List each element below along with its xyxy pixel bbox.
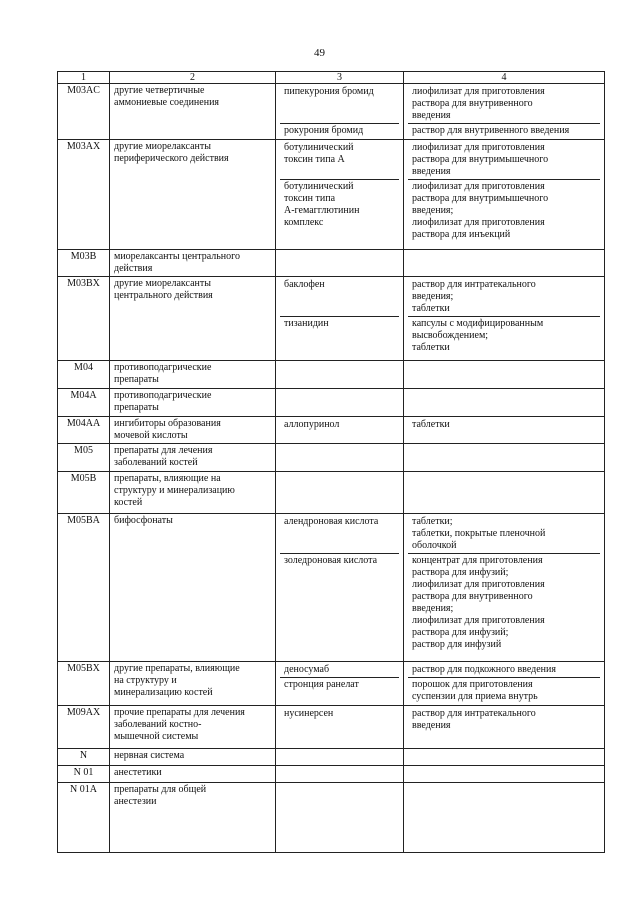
drug-name <box>280 179 399 242</box>
drug-name-line: комплекс <box>284 217 324 228</box>
dosage-form <box>408 473 600 487</box>
group-name-line: другие миорелаксанты <box>114 278 211 289</box>
group-name-cell <box>110 444 276 472</box>
group-name-line: другие четвертичные <box>114 85 205 96</box>
dosage-form <box>408 179 600 242</box>
drug-name <box>280 316 399 355</box>
dosage-form-line: введения; <box>412 205 454 216</box>
dosage-form-cell <box>404 417 605 444</box>
dosage-form <box>408 707 600 733</box>
dosage-form-line: раствора для инфузий; <box>412 567 509 578</box>
group-name-line: заболеваний костей <box>114 457 198 468</box>
dosage-form <box>408 390 600 404</box>
header-row <box>58 72 605 84</box>
group-name-line: анестетики <box>114 767 162 778</box>
drug-name-line: пипекурония бромид <box>284 86 374 97</box>
dosage-form-line: раствор для инфузий <box>412 639 502 650</box>
dosage-form <box>408 750 600 764</box>
atc-code-cell: M03AX <box>58 140 110 250</box>
drug-name-cell <box>276 84 404 140</box>
drug-name-line: стронция ранелат <box>284 679 359 690</box>
drug-name-cell <box>276 277 404 361</box>
header-cell: 4 <box>404 72 605 84</box>
drug-name-cell <box>276 417 404 444</box>
group-name-line: миорелаксанты центрального <box>114 251 241 262</box>
drug-table <box>57 71 605 853</box>
dosage-form-line: раствора для инъекций <box>412 229 511 240</box>
drug-name <box>280 85 399 123</box>
dosage-form-cell <box>404 514 605 662</box>
drug-name-line: деносумаб <box>284 664 330 675</box>
drug-name-line: нусинерсен <box>284 708 334 719</box>
dosage-form-line: лиофилизат для приготовления <box>412 181 545 192</box>
table-row <box>58 417 605 444</box>
dosage-form-cell <box>404 472 605 514</box>
dosage-form-line: высвобождением; <box>412 330 489 341</box>
header-cell: 2 <box>110 72 276 84</box>
drug-name-line: рокурония бромид <box>284 125 364 136</box>
dosage-form-cell <box>404 662 605 706</box>
atc-code-cell: M05BX <box>58 662 110 706</box>
drug-name-cell <box>276 361 404 389</box>
dosage-form-line: введения <box>412 720 451 731</box>
drug-name-cell <box>276 706 404 749</box>
dosage-form <box>408 362 600 376</box>
group-name-line: на структуру и <box>114 675 177 686</box>
group-name-line: анестезии <box>114 796 157 807</box>
drug-name-line: токсин типа А <box>284 154 345 165</box>
group-name-line: другие препараты, влияющие <box>114 663 240 674</box>
drug-name <box>280 707 399 733</box>
group-name-line: препараты, влияющие на <box>114 473 221 484</box>
dosage-form-line: концентрат для приготовления <box>412 555 543 566</box>
group-name-cell <box>110 361 276 389</box>
drug-name-cell <box>276 472 404 514</box>
group-name-line: нервная система <box>114 750 185 761</box>
table-row <box>58 766 605 783</box>
table-row <box>58 361 605 389</box>
dosage-form-line: введения <box>412 166 451 177</box>
drug-name-line: баклофен <box>284 279 325 290</box>
dosage-form <box>408 784 600 798</box>
dosage-form <box>408 553 600 652</box>
atc-code-cell: N 01A <box>58 783 110 853</box>
group-name-line: противоподагрические <box>114 362 212 373</box>
dosage-form <box>408 141 600 179</box>
dosage-form-cell <box>404 766 605 783</box>
dosage-form <box>408 251 600 265</box>
atc-code-cell: M03AC <box>58 84 110 140</box>
dosage-form-line: раствор для внутривенного введения <box>412 125 570 136</box>
table-row <box>58 277 605 361</box>
dosage-form-line: раствор для интратекального <box>412 279 536 290</box>
table-row <box>58 140 605 250</box>
dosage-form-line: раствора для внутримышечного <box>412 154 549 165</box>
dosage-form-line: лиофилизат для приготовления <box>412 579 545 590</box>
drug-name <box>280 553 399 652</box>
group-name-line: препараты для лечения <box>114 445 213 456</box>
group-name-line: заболеваний костно- <box>114 719 202 730</box>
group-name-line: противоподагрические <box>114 390 212 401</box>
group-name-line: структуру и минерализацию <box>114 485 235 496</box>
table-row <box>58 706 605 749</box>
group-name-line: мышечной системы <box>114 731 199 742</box>
group-name-line: ингибиторы образования <box>114 418 221 429</box>
dosage-form <box>408 515 600 553</box>
drug-name <box>280 251 399 265</box>
dosage-form-line: раствора для инфузий; <box>412 627 509 638</box>
dosage-form-line: таблетки <box>412 342 450 353</box>
group-name-line: препараты <box>114 374 159 385</box>
header-cell: 1 <box>58 72 110 84</box>
group-name-line: мочевой кислоты <box>114 430 188 441</box>
drug-name-line: золедроновая кислота <box>284 555 378 566</box>
table-row <box>58 250 605 277</box>
header-cell: 3 <box>276 72 404 84</box>
group-name-cell <box>110 706 276 749</box>
drug-name-cell <box>276 766 404 783</box>
atc-code-cell: M05 <box>58 444 110 472</box>
dosage-form-cell <box>404 277 605 361</box>
dosage-form <box>408 418 600 432</box>
atc-code-cell: M04AA <box>58 417 110 444</box>
table-row <box>58 783 605 853</box>
table-body <box>58 84 605 853</box>
atc-code-cell: M03B <box>58 250 110 277</box>
group-name-cell <box>110 662 276 706</box>
group-name-line: препараты <box>114 402 159 413</box>
drug-name-cell <box>276 749 404 766</box>
dosage-form <box>408 445 600 459</box>
dosage-form-line: суспензии для приема внутрь <box>412 691 538 702</box>
drug-name <box>280 418 399 432</box>
atc-code-cell: M03BX <box>58 277 110 361</box>
group-name-cell <box>110 84 276 140</box>
dosage-form-line: раствора для внутримышечного <box>412 193 549 204</box>
group-name-cell <box>110 417 276 444</box>
dosage-form-cell <box>404 140 605 250</box>
group-name-cell <box>110 277 276 361</box>
table-row <box>58 749 605 766</box>
dosage-form-cell <box>404 84 605 140</box>
dosage-form <box>408 278 600 316</box>
atc-code-cell: M04 <box>58 361 110 389</box>
dosage-form-line: раствор для интратекального <box>412 708 536 719</box>
drug-name <box>280 677 399 704</box>
dosage-form <box>408 663 600 677</box>
drug-name <box>280 767 399 781</box>
drug-name <box>280 750 399 764</box>
drug-name-cell <box>276 444 404 472</box>
dosage-form <box>408 767 600 781</box>
dosage-form-cell <box>404 389 605 417</box>
dosage-form-line: таблетки <box>412 303 450 314</box>
group-name-cell <box>110 250 276 277</box>
table-row <box>58 444 605 472</box>
drug-name-line: аллопуринол <box>284 419 340 430</box>
group-name-cell <box>110 783 276 853</box>
atc-code-cell: N 01 <box>58 766 110 783</box>
dosage-form-line: лиофилизат для приготовления <box>412 86 545 97</box>
group-name-cell <box>110 140 276 250</box>
dosage-form-line: оболочкой <box>412 540 457 551</box>
drug-name-cell <box>276 662 404 706</box>
drug-name <box>280 473 399 487</box>
dosage-form-cell <box>404 444 605 472</box>
dosage-form-line: таблетки; <box>412 516 453 527</box>
group-name-cell <box>110 749 276 766</box>
group-name-line: прочие препараты для лечения <box>114 707 245 718</box>
drug-name <box>280 515 399 553</box>
group-name-line: другие миорелаксанты <box>114 141 211 152</box>
group-name-cell <box>110 389 276 417</box>
dosage-form-cell <box>404 250 605 277</box>
atc-code-cell: M05BA <box>58 514 110 662</box>
dosage-form-cell <box>404 783 605 853</box>
drug-name-line: тизанидин <box>284 318 329 329</box>
drug-name-line: ботулинический <box>284 181 354 192</box>
group-name-line: периферического действия <box>114 153 229 164</box>
drug-name <box>280 141 399 179</box>
group-name-line: бифосфонаты <box>114 515 173 526</box>
dosage-form-line: введения <box>412 110 451 121</box>
dosage-form-cell <box>404 361 605 389</box>
table-row <box>58 389 605 417</box>
drug-name <box>280 278 399 316</box>
drug-name-line: токсин типа <box>284 193 336 204</box>
table-row <box>58 514 605 662</box>
atc-code-cell: M09AX <box>58 706 110 749</box>
dosage-form-line: раствор для подкожного введения <box>412 664 556 675</box>
dosage-form-line: лиофилизат для приготовления <box>412 615 545 626</box>
group-name-line: препараты для общей <box>114 784 207 795</box>
dosage-form-line: раствора для внутривенного <box>412 98 533 109</box>
dosage-form-line: раствора для внутривенного <box>412 591 533 602</box>
group-name-cell <box>110 472 276 514</box>
group-name-line: действия <box>114 263 153 274</box>
dosage-form-line: лиофилизат для приготовления <box>412 217 545 228</box>
drug-name-cell <box>276 783 404 853</box>
drug-name <box>280 784 399 798</box>
dosage-form-line: введения; <box>412 603 454 614</box>
table-row <box>58 472 605 514</box>
drug-name <box>280 390 399 404</box>
dosage-form-line: таблетки, покрытые пленочной <box>412 528 546 539</box>
group-name-cell <box>110 514 276 662</box>
page-number: 49 <box>314 47 325 59</box>
dosage-form <box>408 85 600 123</box>
group-name-line: минерализацию костей <box>114 687 213 698</box>
table-row <box>58 84 605 140</box>
dosage-form-line: введения; <box>412 291 454 302</box>
drug-name <box>280 663 399 677</box>
group-name-line: аммониевые соединения <box>114 97 220 108</box>
atc-code-cell: M04A <box>58 389 110 417</box>
drug-name-line: алендроновая кислота <box>284 516 379 527</box>
group-name-line: центрального действия <box>114 290 213 301</box>
drug-name-cell <box>276 514 404 662</box>
dosage-form-cell <box>404 706 605 749</box>
drug-name-line: А-гемагглютинин <box>284 205 360 216</box>
dosage-form <box>408 677 600 704</box>
drug-name <box>280 123 399 138</box>
group-name-cell <box>110 766 276 783</box>
dosage-form-line: порошок для приготовления <box>412 679 533 690</box>
drug-name-cell <box>276 389 404 417</box>
dosage-form-line: лиофилизат для приготовления <box>412 142 545 153</box>
dosage-form <box>408 123 600 138</box>
drug-name <box>280 362 399 376</box>
dosage-form-cell <box>404 749 605 766</box>
drug-name <box>280 445 399 459</box>
dosage-form-line: капсулы с модифицированным <box>412 318 544 329</box>
dosage-form-line: таблетки <box>412 419 450 430</box>
drug-name-cell <box>276 140 404 250</box>
drug-name-cell <box>276 250 404 277</box>
dosage-form <box>408 316 600 355</box>
drug-name-line: ботулинический <box>284 142 354 153</box>
table-row <box>58 662 605 706</box>
atc-code-cell: N <box>58 749 110 766</box>
atc-code-cell: M05B <box>58 472 110 514</box>
group-name-line: костей <box>114 497 143 508</box>
